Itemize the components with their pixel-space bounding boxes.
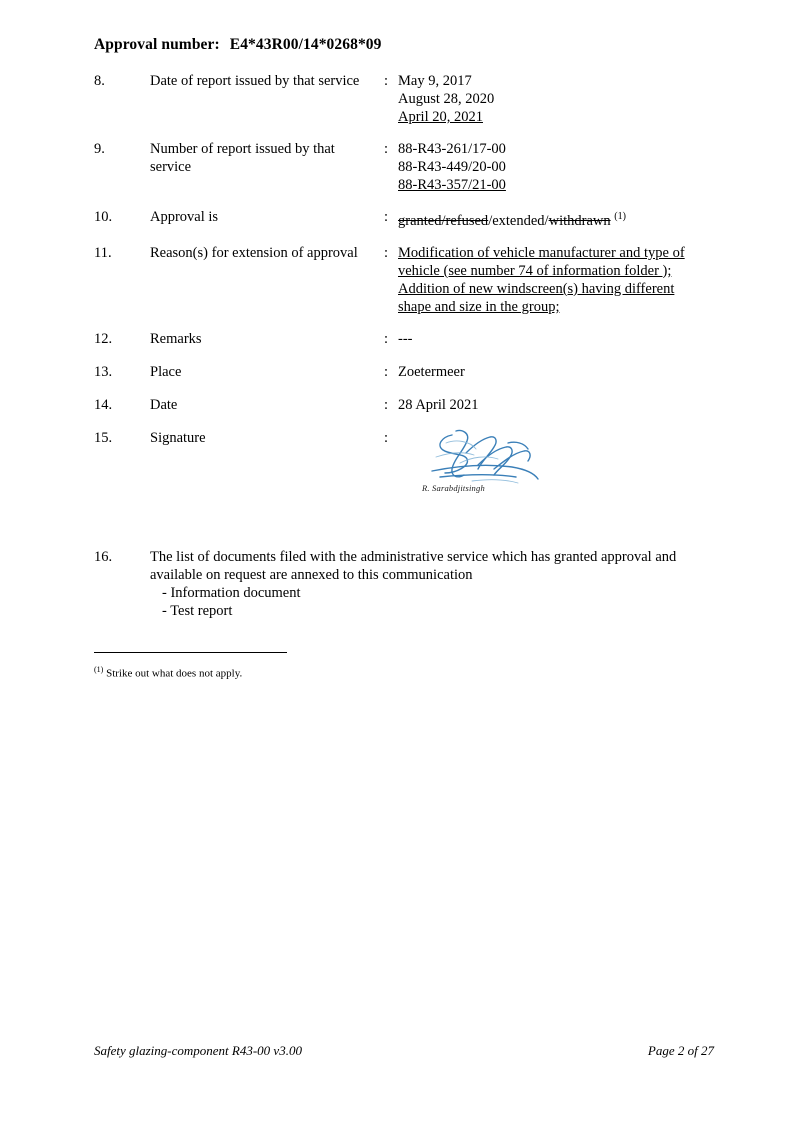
row-colon: :: [384, 209, 389, 225]
row-number: 11.: [94, 244, 112, 261]
item16-bullet: - Test report: [162, 603, 233, 619]
footnote: [94, 663, 242, 681]
row-value: [398, 72, 714, 126]
row-value: [398, 363, 714, 381]
approval-number-label: Approval number:: [94, 36, 220, 53]
value-line: May 9, 2017: [398, 73, 472, 89]
item16-line-2: available on request are annexed to this communication: [150, 567, 473, 583]
footnote-mark: (1): [614, 211, 626, 222]
value-line: April 20, 2021: [398, 109, 483, 125]
row-number: 14.: [94, 396, 113, 413]
row-number: 8.: [94, 73, 105, 89]
value-line: ---: [398, 330, 413, 347]
row-colon: :: [384, 141, 389, 157]
row-number: 9.: [94, 141, 105, 157]
footnote-divider: [94, 652, 287, 653]
row-label: Date of report issued by that service: [150, 73, 360, 89]
row-item-10: [94, 208, 714, 230]
page-footer: [94, 1043, 714, 1059]
footnote-mark: (1): [94, 665, 104, 674]
row-colon: :: [384, 73, 389, 89]
row-colon: :: [384, 396, 389, 413]
row-label: Reason(s) for extension of approval: [150, 244, 358, 261]
footer-left-text: Safety glazing-component R43-00 v3.00: [94, 1043, 302, 1058]
value-line: 88-R43-449/20-00: [398, 159, 506, 175]
row-item-11: [94, 244, 714, 316]
row-value: [398, 429, 714, 499]
row-value: [398, 140, 714, 194]
row-label: Approval is: [150, 209, 219, 225]
row-label: Place: [150, 363, 182, 380]
row-item-8: [94, 72, 714, 126]
row-item-12: [94, 330, 714, 348]
row-label: Signature: [150, 429, 206, 446]
row-number: 12.: [94, 330, 113, 347]
value-line: 88-R43-261/17-00: [398, 141, 506, 157]
value-line: August 28, 2020: [398, 91, 495, 107]
row-number: 13.: [94, 363, 113, 380]
row-item-9: [94, 140, 714, 194]
value-line: vehicle (see number 74 of information folder );: [398, 262, 672, 279]
signature-block: [398, 429, 658, 499]
row-value: [398, 244, 714, 316]
row-label: Number of report issued by that service: [150, 141, 335, 175]
option-extended: /extended/: [488, 212, 549, 229]
row-item-16: [94, 548, 714, 620]
row-value: [398, 208, 714, 230]
row-number: 15.: [94, 429, 113, 446]
value-line: shape and size in the group;: [398, 298, 560, 315]
row-label: Remarks: [150, 330, 202, 347]
row-item-13: [94, 363, 714, 381]
row-value: [398, 396, 714, 414]
numbered-rows: [94, 72, 714, 508]
row-colon: :: [384, 429, 389, 446]
value-line: Zoetermeer: [398, 363, 465, 380]
signature-name: R. Sarabdjitsingh: [422, 482, 485, 493]
row-item-15: [94, 429, 714, 499]
value-line: 88-R43-357/21-00: [398, 177, 506, 193]
row-colon: :: [384, 244, 389, 261]
option-withdrawn: withdrawn: [548, 212, 611, 229]
item16-bullet: - Information document: [162, 585, 301, 601]
row-number: 10.: [94, 209, 113, 225]
value-line: Addition of new windscreen(s) having different: [398, 280, 675, 297]
row-value: [398, 330, 714, 348]
footer-page-number: Page 2 of 27: [647, 1043, 714, 1058]
row-item-14: [94, 396, 714, 414]
approval-number-header: [94, 36, 382, 54]
row-colon: :: [384, 330, 389, 347]
value-line: 28 April 2021: [398, 396, 479, 413]
row-label: Date: [150, 396, 178, 413]
approval-options: [398, 213, 611, 229]
item16-line-1: The list of documents filed with the administrative service which has granted approval and: [150, 549, 677, 565]
approval-number-value: E4*43R00/14*0268*09: [229, 36, 382, 53]
footnote-text: Strike out what does not apply.: [106, 667, 243, 680]
value-line: Modification of vehicle manufacturer and type of: [398, 244, 685, 261]
row-colon: :: [384, 363, 389, 380]
option-granted: granted/refused: [398, 212, 489, 229]
row-number: 16.: [94, 549, 113, 565]
